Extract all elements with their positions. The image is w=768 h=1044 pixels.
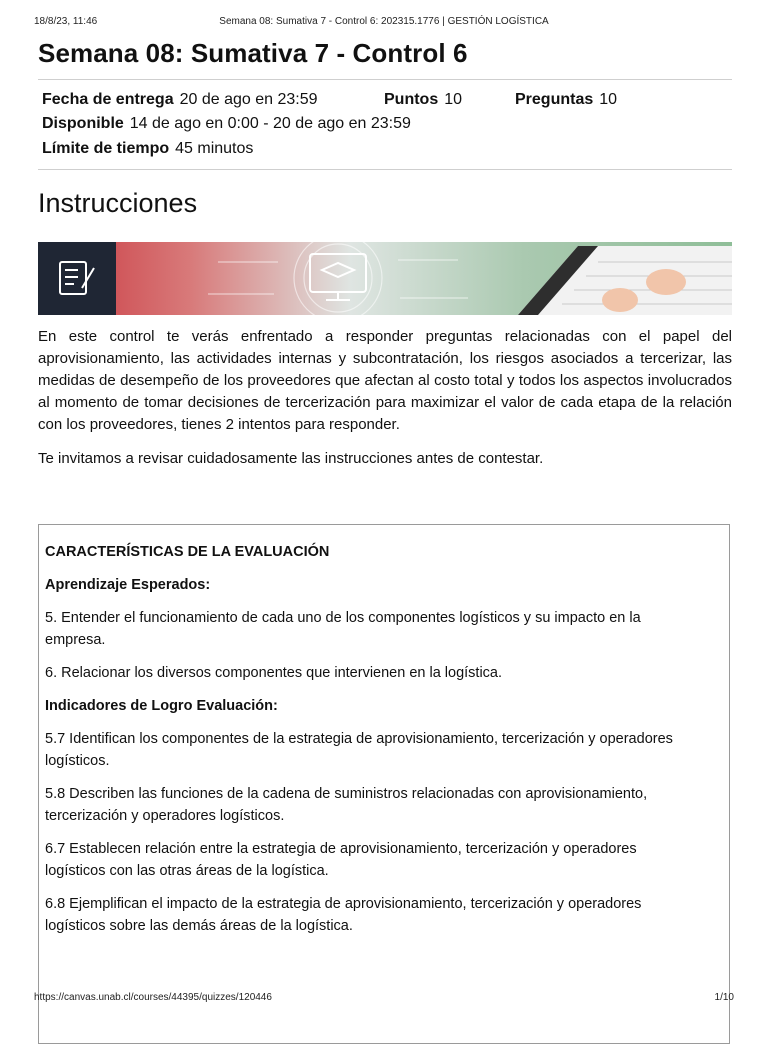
due-date [42, 91, 318, 109]
indicator-item: logísticos con las otras áreas de la logística. [45, 863, 329, 879]
print-header [34, 16, 734, 30]
page-url-link[interactable]: https://canvas.unab.cl/courses/44395/quizzes/120446 [34, 992, 272, 1003]
points-value: 10 [444, 91, 463, 108]
available-value: 14 de ago en 0:00 - 20 de ago en 23:59 [129, 115, 411, 132]
indicator-item: 6.8 Ejemplifican el impacto de la estrategia de aprovisionamiento, tercerización y operadores [45, 896, 642, 912]
evaluation-heading: CARACTERÍSTICAS DE LA EVALUACIÓN [45, 544, 330, 560]
indicator-item: 6.7 Establecen relación entre la estrategia de aprovisionamiento, tercerización y operadores [45, 841, 637, 857]
banner-illustration [38, 242, 732, 315]
banner-icon-panel [38, 242, 116, 315]
print-datetime: 18/8/23, 11:46 [34, 16, 98, 27]
due-value: 20 de ago en 23:59 [179, 91, 318, 108]
questions [515, 91, 617, 109]
indicator-item: 5.8 Describen las funciones de la cadena de suministros relacionadas con aprovisionamiento, [45, 786, 648, 802]
due-label: Fecha de entrega [42, 91, 174, 108]
divider [38, 169, 732, 170]
indicator-item: logísticos. [45, 753, 110, 769]
indicators-heading: Indicadores de Logro Evaluación: [45, 698, 278, 714]
page-title: Semana 08: Sumativa 7 - Control 6 [38, 38, 468, 68]
indicator-item: tercerización y operadores logísticos. [45, 808, 285, 824]
points-label: Puntos [384, 91, 439, 108]
available-label: Disponible [42, 115, 124, 132]
expected-learning-heading: Aprendizaje Esperados: [45, 577, 211, 593]
indicator-item: 5.7 Identifican los componentes de la estrategia de aprovisionamiento, tercerización y operadores [45, 731, 673, 747]
instructions-heading: Instrucciones [38, 188, 198, 218]
expected-item: empresa. [45, 632, 106, 648]
expected-item: 5. Entender el funcionamiento de cada uno de los componentes logísticos y su impacto en la [45, 610, 641, 626]
questions-label: Preguntas [515, 91, 594, 108]
expected-item: 6. Relacionar los diversos componentes que intervienen en la logística. [45, 665, 503, 681]
indicator-item: logísticos sobre las demás áreas de la logística. [45, 918, 353, 934]
instructions-note: Te invitamos a revisar cuidadosamente las instrucciones antes de contestar. [38, 450, 544, 467]
time-limit [42, 140, 253, 158]
time-limit-value: 45 minutos [175, 140, 254, 157]
instructions-banner [38, 242, 732, 315]
instructions-paragraph: En este control te verás enfrentado a responder preguntas relacionadas con el papel del aprovisionamiento, las actividades internas y subcontratación, los riesgos asociados a tercerizar, las medidas de desempeño de los proveedores que afectan al costo total y todos los aspectos involucrados al momento de tomar decisiones de tercerización para maximizar el valor de cada etapa de la relación con los proveedores, tienes 2 intentos para responder. [38, 328, 732, 433]
print-page-title: Semana 08: Sumativa 7 - Control 6: 202315.1776 | GESTIÓN LOGÍSTICA [219, 16, 549, 27]
evaluation-box [38, 524, 730, 1044]
availability [42, 115, 411, 133]
page-number: 1/10 [714, 992, 734, 1003]
questions-value: 10 [599, 91, 618, 108]
print-footer [34, 992, 734, 1006]
time-limit-label: Límite de tiempo [42, 140, 170, 157]
points [384, 91, 462, 109]
divider [38, 79, 732, 80]
